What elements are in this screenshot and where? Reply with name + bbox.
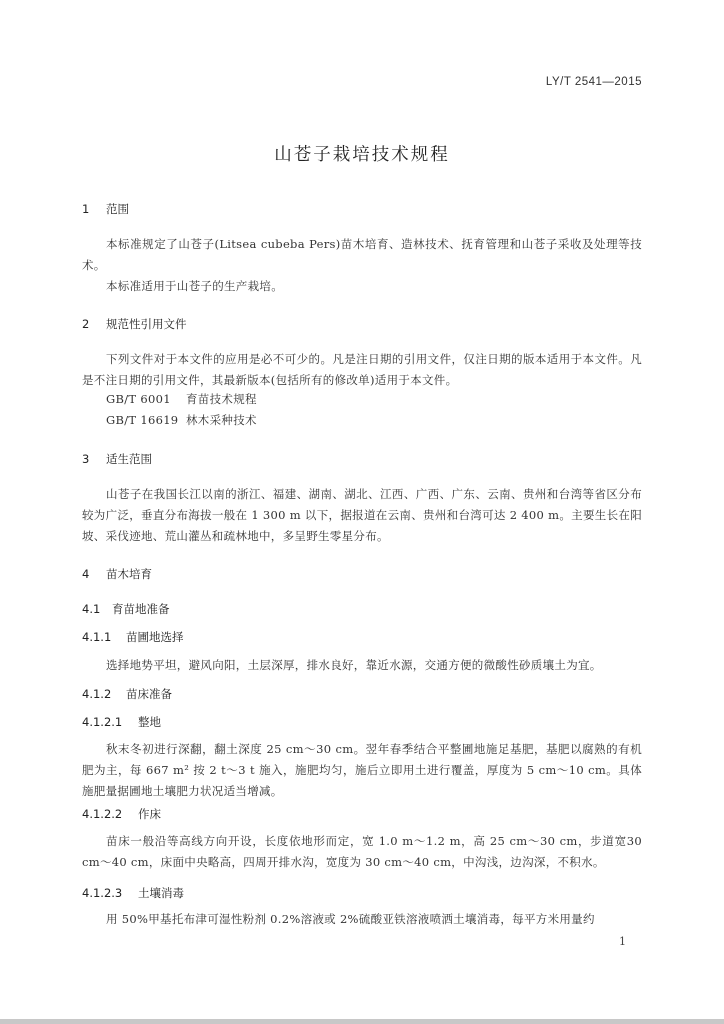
section-title: 作床 bbox=[138, 807, 161, 821]
section-number: 4.1.1 bbox=[82, 630, 112, 644]
paragraph: 秋末冬初进行深翻，翻土深度 25 cm～30 cm。翌年春季结合平整圃地施足基肥，基肥以腐熟的有机肥为主，每 667 m² 按 2 t～3 t 施入，施肥均匀，施后立即用土进行覆盖，厚度为 5 cm～10 cm。具体施肥量据圃地土壤肥力状况适当增减。 bbox=[82, 742, 642, 798]
document-code: LY/T 2541—2015 bbox=[545, 76, 642, 88]
section-title: 整地 bbox=[138, 715, 161, 729]
section-title: 土壤消毒 bbox=[138, 886, 184, 900]
paragraph: 本标准规定了山苍子(Litsea cubeba Pers)苗木培育、造林技术、抚育管理和山苍子采收及处理等技术。 bbox=[82, 237, 642, 272]
paragraph: 本标准适用于山苍子的生产栽培。 bbox=[106, 279, 283, 293]
section-title: 规范性引用文件 bbox=[106, 317, 187, 331]
paragraph: 苗床一般沿等高线方向开设，长度依地形而定，宽 1.0 m～1.2 m，高 25 cm～30 cm，步道宽30 cm～40 cm，床面中央略高，四周开排水沟，宽度为 30 cm～40 cm，中沟浅，边沟深，不积水。 bbox=[82, 834, 642, 869]
section-number: 4.1.2.1 bbox=[82, 715, 123, 729]
document-title: 山苍子栽培技术规程 bbox=[274, 145, 450, 165]
section-heading-4-1-2-1 bbox=[82, 714, 161, 730]
section-title: 育苗地准备 bbox=[112, 602, 170, 616]
section-number: 2 bbox=[82, 317, 90, 331]
section-title: 苗床准备 bbox=[126, 687, 172, 701]
reference-item bbox=[106, 391, 257, 407]
page-number: 1 bbox=[619, 935, 626, 948]
paragraph: 用 50%甲基托布津可湿性粉剂 0.2%溶液或 2%硫酸亚铁溶液喷洒土壤消毒，每平方米用量约 bbox=[106, 912, 595, 926]
section-number: 4.1.2 bbox=[82, 687, 112, 701]
section-heading-4-1-2-2 bbox=[82, 806, 161, 822]
reference-code: GB/T 6001 bbox=[106, 392, 171, 406]
section-heading-4-1-2 bbox=[82, 686, 172, 702]
section-number: 4.1.2.2 bbox=[82, 807, 123, 821]
paragraph: 选择地势平坦，避风向阳，土层深厚，排水良好，靠近水源，交通方便的微酸性砂质壤土为宜。 bbox=[106, 658, 602, 672]
section-heading-4-1-1 bbox=[82, 629, 184, 645]
section-number: 3 bbox=[82, 452, 90, 466]
section-title: 苗木培育 bbox=[106, 567, 152, 581]
section-number: 4.1 bbox=[82, 602, 101, 616]
paragraph: 下列文件对于本文件的应用是必不可少的。凡是注日期的引用文件，仅注日期的版本适用于本文件。凡是不注日期的引用文件，其最新版本(包括所有的修改单)适用于本文件。 bbox=[82, 352, 642, 387]
reference-item bbox=[106, 412, 257, 428]
section-heading-4 bbox=[82, 566, 152, 582]
paragraph: 山苍子在我国长江以南的浙江、福建、湖南、湖北、江西、广西、广东、云南、贵州和台湾等省区分布较为广泛，垂直分布海拔一般在 1 300 m 以下，据报道在云南、贵州和台湾可达 2 400 m。主要生长在阳坡、采伐迹地、荒山灌丛和疏林地中，多呈野生零星分布。 bbox=[82, 487, 642, 543]
section-title: 苗圃地选择 bbox=[126, 630, 184, 644]
section-heading-3 bbox=[82, 451, 152, 467]
section-heading-2 bbox=[82, 316, 187, 332]
reference-name: 林木采种技术 bbox=[186, 413, 257, 427]
section-title: 范围 bbox=[106, 202, 129, 216]
section-number: 1 bbox=[82, 202, 90, 216]
reference-code: GB/T 16619 bbox=[106, 413, 179, 427]
section-title: 适生范围 bbox=[106, 452, 152, 466]
reference-name: 育苗技术规程 bbox=[186, 392, 257, 406]
section-number: 4.1.2.3 bbox=[82, 886, 123, 900]
section-heading-4-1-2-3 bbox=[82, 885, 184, 901]
section-heading-1 bbox=[82, 201, 129, 217]
section-number: 4 bbox=[82, 567, 90, 581]
section-heading-4-1 bbox=[82, 601, 170, 617]
page-bottom-edge bbox=[0, 1019, 724, 1024]
